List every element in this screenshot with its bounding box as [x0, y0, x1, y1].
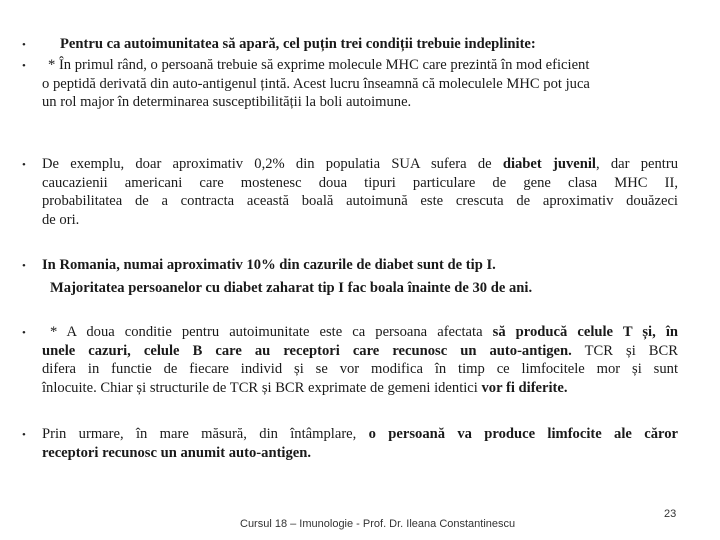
bullet-3-line-1	[42, 155, 678, 174]
bullet-6-line-1	[42, 425, 678, 444]
bullet-5-line-4-emphasis: vor fi diferite.	[481, 379, 568, 396]
bullet-4-line-2: Majoritatea persoanelor cu diabet zaharat tip I fac boala înainte de 30 de ani.	[50, 279, 533, 296]
bullet-3-line-3: probabilitatea de a contracta această boală autoimună este crescuta de aproximativ douăzeci	[42, 193, 678, 210]
bullet-2-text	[42, 56, 678, 112]
page-number: 23	[664, 508, 677, 520]
bullet-5-line-4-a: înlocuite. Chiar și structurile de TCR și BCR exprimate de gemeni identici	[42, 379, 482, 396]
bullet-6-line-2: receptori recunosc un anumit auto-antigen.	[42, 444, 312, 461]
bullet-5-line-1-emphasis: să producă celule T și, în	[492, 324, 678, 340]
bullet-marker: •	[22, 429, 26, 441]
bullet-1-text	[60, 35, 678, 54]
bullet-5-text	[42, 323, 678, 397]
bullet-6-line-1-emphasis: o persoană va produce limfocite ale căror	[368, 426, 678, 442]
bullet-1-line-1: Pentru ca autoimunitatea să apară, cel puțin trei condiții trebuie indeplinite:	[60, 36, 536, 52]
bullet-marker: •	[22, 260, 26, 272]
bullet-2-line-2: o peptidă derivată din auto-antigenul țintă. Acest lucru înseamnă că moleculele MHC pot juca	[42, 75, 590, 92]
diabet-juvenil-emphasis: diabet juvenil	[502, 156, 596, 172]
bullet-2-line-1: * În primul rând, o persoană trebuie să exprime molecule MHC care prezintă în mod eficient	[48, 57, 590, 73]
bullet-6-text	[42, 425, 678, 462]
bullet-3-line-1-a: De exemplu, doar aproximativ 0,2% din populatia SUA sufera de	[42, 156, 503, 172]
bullet-5-line-1	[42, 323, 678, 342]
bullet-4-line-1: In Romania, numai aproximativ 10% din cazurile de diabet sunt de tip I.	[42, 257, 496, 273]
bullet-6-line-1-a: Prin urmare, în mare măsură, din întâmplare,	[42, 426, 369, 442]
bullet-5-line-2-b: TCR și BCR	[571, 342, 678, 359]
bullet-5-line-1-a: * A doua conditie pentru autoimunitate este ca persoana afectata	[50, 324, 493, 340]
bullet-2-line-3: un rol major în determinarea susceptibilității la boli autoimune.	[42, 94, 412, 111]
bullet-5-line-4	[42, 379, 678, 398]
bullet-marker: •	[22, 159, 26, 171]
bullet-3-line-1-c: , dar pentru	[595, 156, 678, 172]
bullet-3-line-4: de ori.	[42, 211, 80, 228]
bullet-5-line-2	[42, 342, 678, 361]
bullet-marker: •	[22, 327, 26, 339]
bullet-4-text	[42, 256, 678, 297]
bullet-5-line-2-emphasis: unele cazuri, celule B care au receptori care recunosc un auto-antigen.	[42, 342, 572, 359]
bullet-3-text	[42, 155, 678, 229]
bullet-3-line-2: caucazienii americani care mostenesc doua tipuri particulare de gene clasa MHC II,	[42, 174, 678, 191]
footer-caption: Cursul 18 – Imunologie - Prof. Dr. Ileana Constantinescu	[240, 518, 516, 530]
bullet-5-line-3: difera in functie de fiecare individ și se vor modifica în timp ce limfocitele mor și sunt	[42, 361, 678, 378]
bullet-marker: •	[22, 39, 26, 51]
bullet-marker: •	[22, 60, 26, 72]
